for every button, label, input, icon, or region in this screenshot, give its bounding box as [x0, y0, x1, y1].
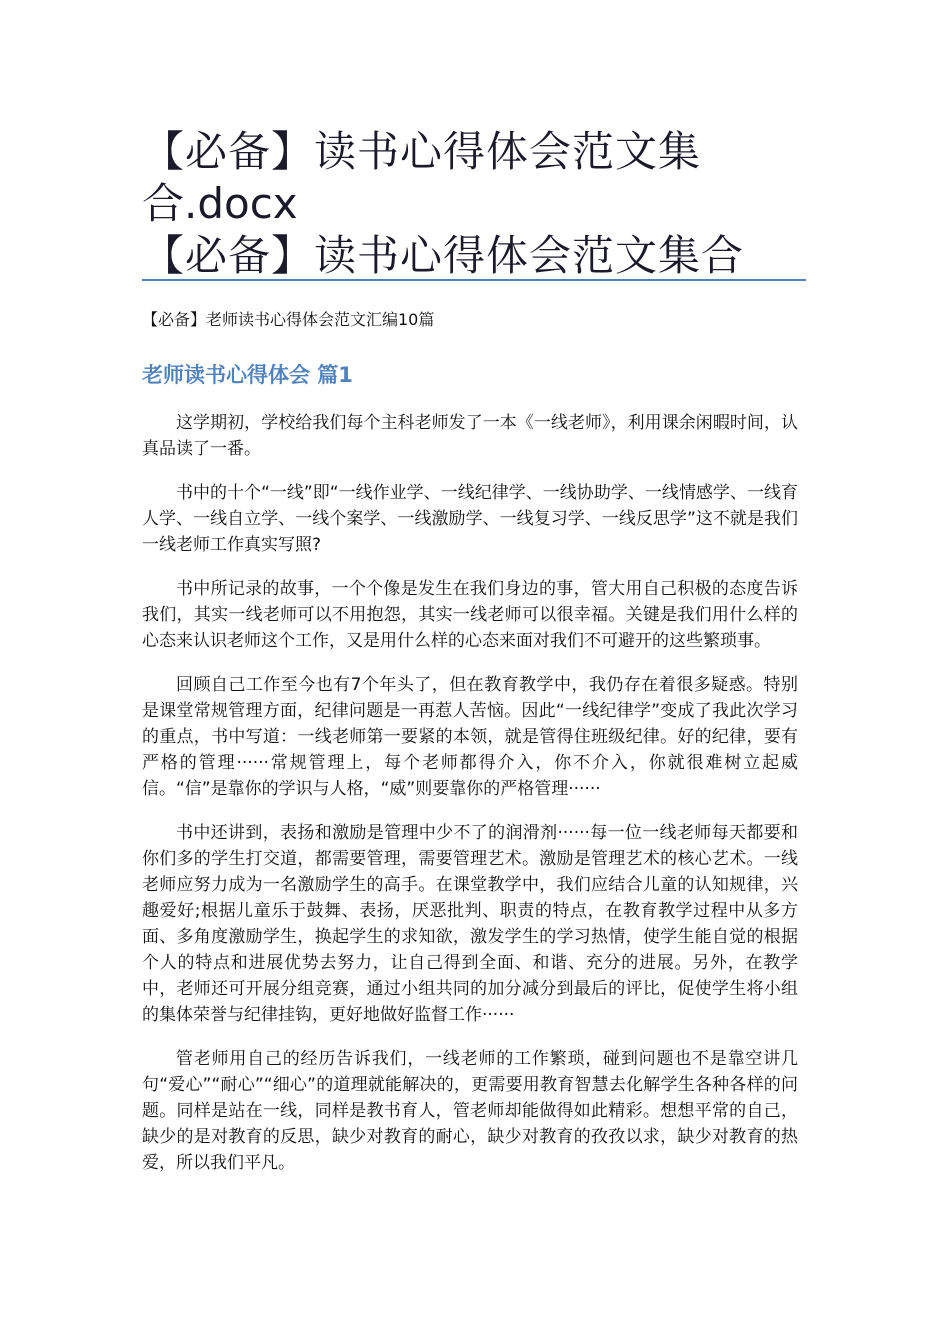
paragraph-6: 管老师用自己的经历告诉我们，一线老师的工作繁琐，碰到问题也不是靠空讲几句“爱心”“耐心”“细心”的道理就能解决的，更需要用教育智慧去化解学生各种各样的问题。同样是站在一线，同样是教书育人，管老师却能做得如此精彩。想想平常的自己，缺少的是对教育的反思，缺少对教育的耐心，缺少对教育的孜孜以求，缺少对教育的热爱，所以我们平凡。: [142, 1049, 798, 1173]
paragraph-4: 回顾自己工作至今也有7个年头了，但在教育教学中，我仍存在着很多疑惑。特别是课堂常规管理方面，纪律问题是一再惹人苦恼。因此“一线纪律学”变成了我此次学习的重点，书中写道：一线老师第一要紧的本领，就是管得住班级纪律。好的纪律，要有严格的管理······常规管理上，每个老师都得介入，你不介入，你就很难树立起威信。“信”是靠你的学识与人格，“威”则要靠你的严格管理······: [142, 675, 798, 799]
paragraph-1: 这学期初，学校给我们每个主科老师发了一本《一线老师》，利用课余闲暇时间，认真品读了一番。: [142, 413, 798, 459]
title-line-1: 【必备】读书心得体会范文集: [142, 127, 702, 176]
title-underline-rule: [142, 279, 806, 281]
paragraph-3: 书中所记录的故事，一个个像是发生在我们身边的事，管大用自己积极的态度告诉我们，其实一线老师可以不用抱怨，其实一线老师可以很幸福。关键是我们用什么样的心态来认识老师这个工作，又是用什么样的心态来面对我们不可避开的这些繁琐事。: [142, 579, 798, 651]
title-line-2: 合.docx: [142, 179, 298, 228]
paragraph-2: 书中的十个“一线”即“一线作业学、一线纪律学、一线协助学、一线情感学、一线育人学、一线自立学、一线个案学、一线激励学、一线复习学、一线反思学”这不就是我们一线老师工作真实写照?: [142, 483, 798, 555]
title-line-3: 【必备】读书心得体会范文集合: [142, 231, 745, 280]
section-heading: 老师读书心得体会 篇1: [142, 363, 353, 387]
paragraph-5: 书中还讲到，表扬和激励是管理中少不了的润滑剂······每一位一线老师每天都要和你们多的学生打交道，都需要管理，需要管理艺术。激励是管理艺术的核心艺术。一线老师应努力成为一名激励学生的高手。在课堂教学中，我们应结合儿童的认知规律，兴趣爱好;根据儿童乐于鼓舞、表扬，厌恶批判、职责的特点，在教育教学过程中从多方面、多角度激励学生，换起学生的求知欲，激发学生的学习热情，使学生能自觉的根据个人的特点和进展优势去努力，让自己得到全面、和谐、充分的进展。另外，在教学中，老师还可开展分组竞赛，通过小组共同的加分减分到最后的评比，促使学生将小组的集体荣誉与纪律挂钩，更好地做好监督工作······: [142, 823, 798, 1025]
document-title: [142, 126, 806, 282]
document-subtitle: 【必备】老师读书心得体会范文汇编10篇: [142, 310, 435, 329]
body-text: [142, 410, 798, 1194]
